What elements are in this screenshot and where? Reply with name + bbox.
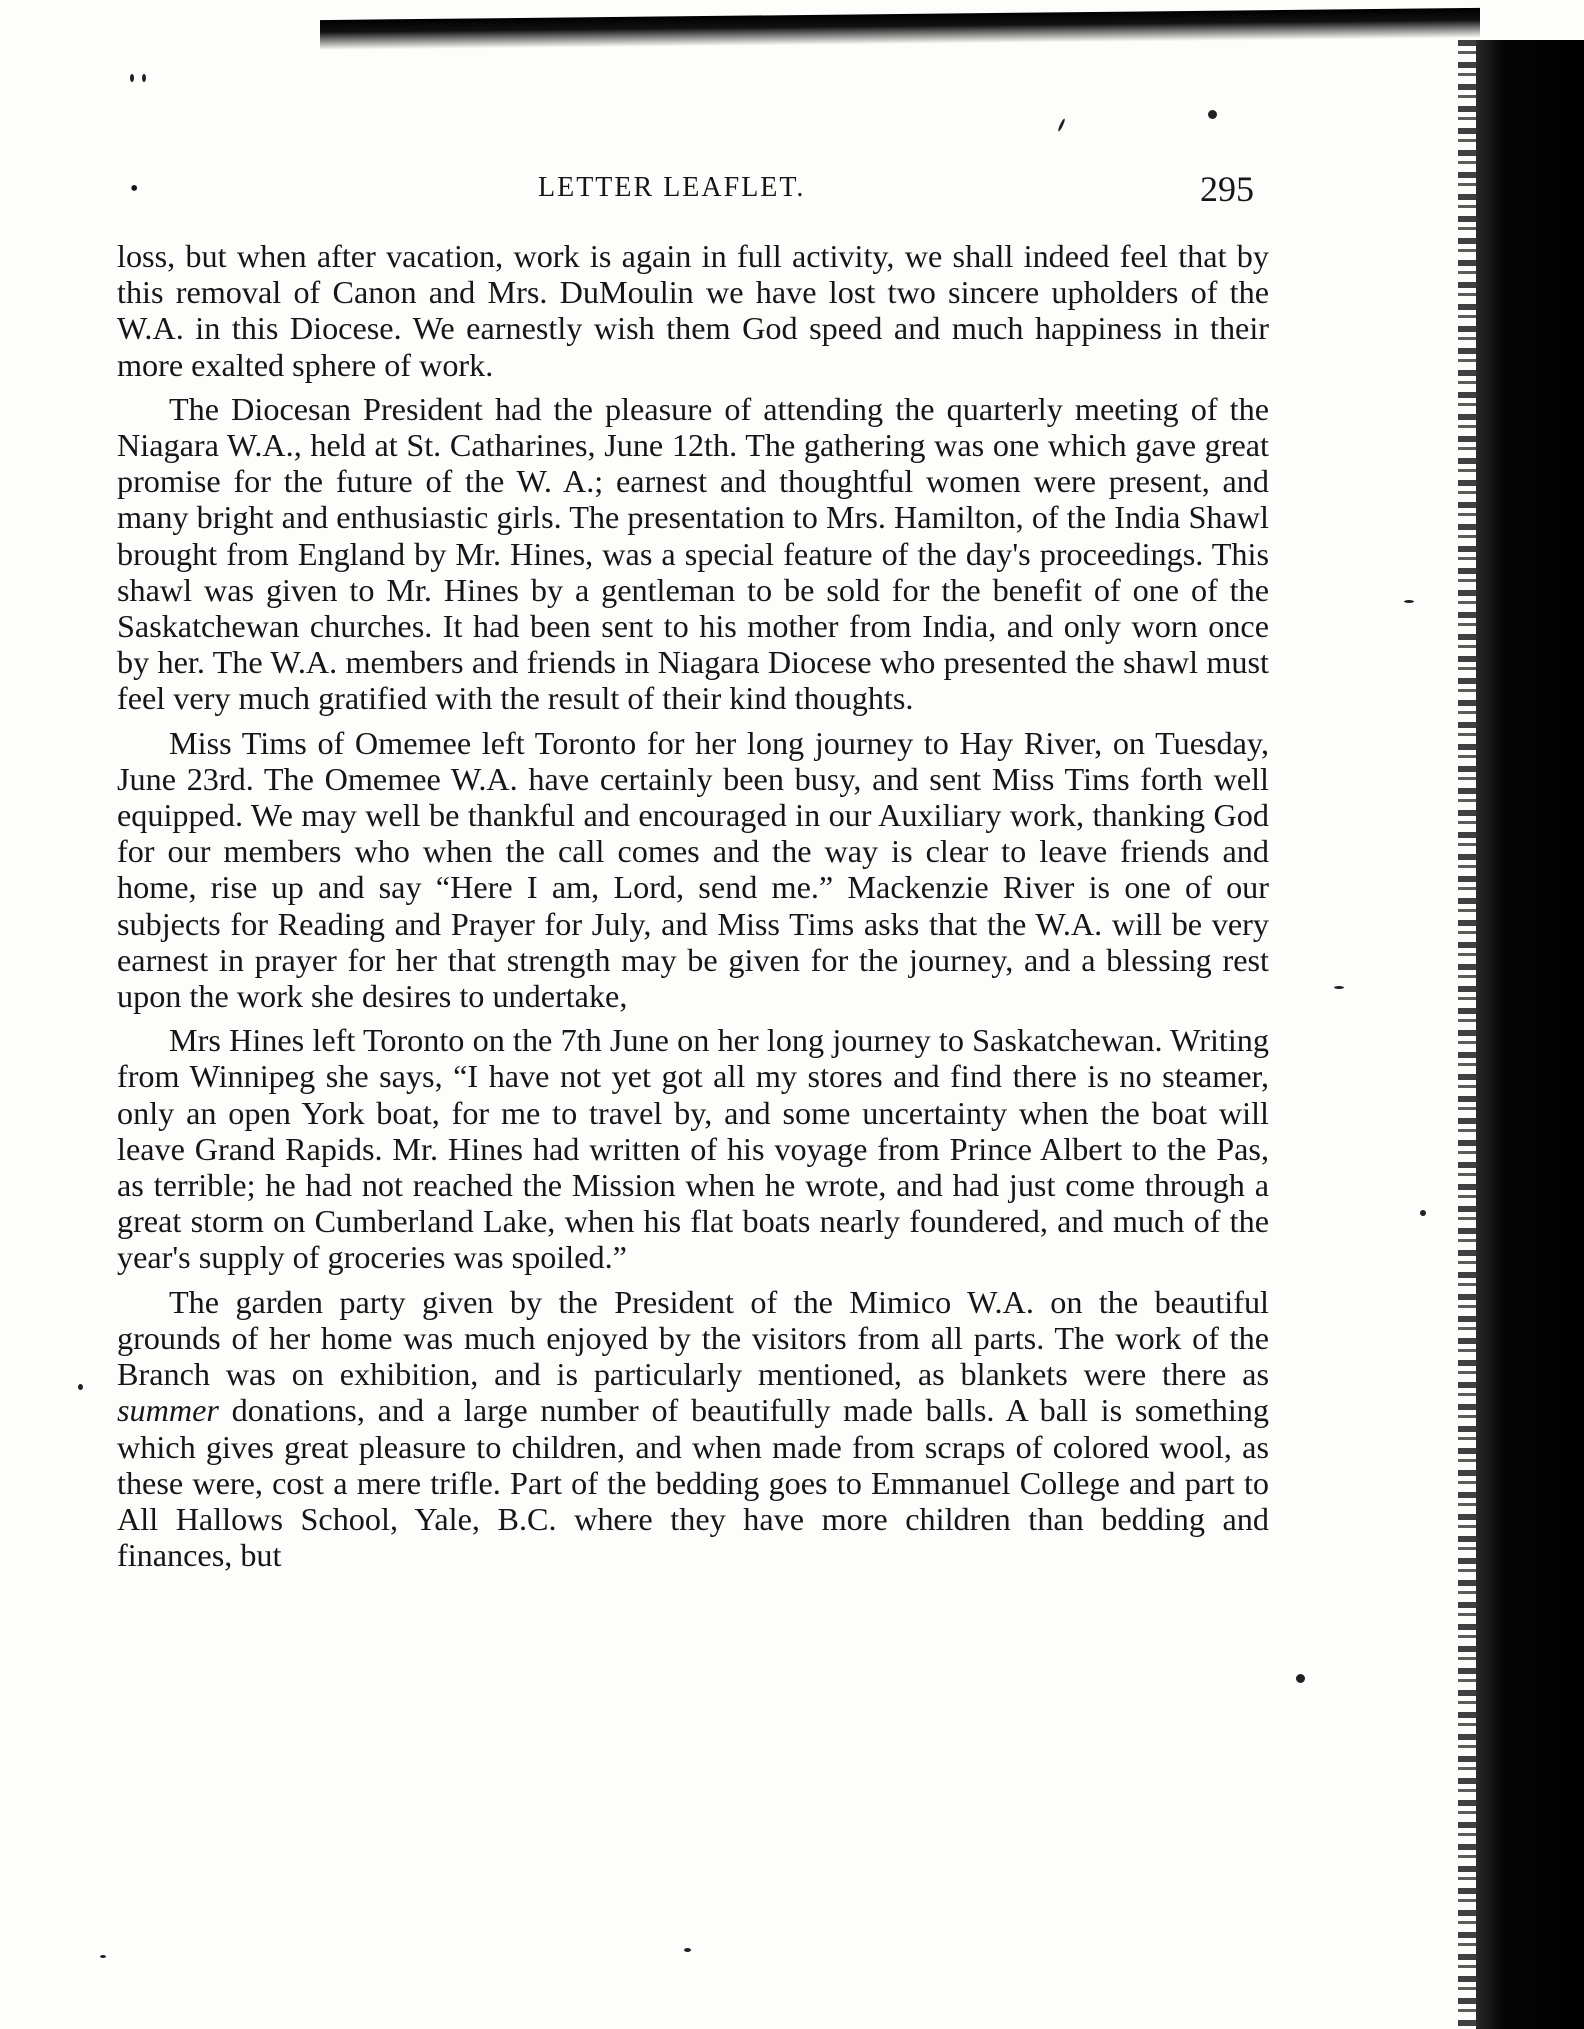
paragraph-text: The garden party given by the President of the Mimico W.A. on the beautiful grounds of her home was much enjoyed by the visitors from all parts. The work of the Branch was on exhibition, and is particularly mentioned, as blankets were there as xyxy=(117,1283,1269,1393)
paragraph-text: donations, and a large number of beautifully made balls. A ball is something which gives great pleasure to children, and when made from scraps of colored wool, as these were, cost a mere trifle. Part of the bedding goes to Emmanuel College and part to All Hallows School, Yale, B.C. where they have more children than bedding and finances, but xyxy=(117,1392,1269,1574)
scan-speck xyxy=(1334,986,1344,989)
running-title: LETTER LEAFLET. xyxy=(538,172,806,203)
scan-speck xyxy=(142,74,146,82)
scan-binding-shadow xyxy=(1476,40,1584,2029)
paragraph: loss, but when after vacation, work is again in full activity, we shall indeed feel that by this removal of Canon and Mrs. DuMoulin we have lost two sincere upholders of the W.A. in this Diocese. We earnestly wish them God speed and much happiness in their more exalted sphere of work. xyxy=(117,238,1269,383)
scan-speck xyxy=(684,1948,691,1952)
head-ornament: • xyxy=(130,176,139,202)
paragraph: The Diocesan President had the pleasure of attending the quarterly meeting of the Niagara W.A., held at St. Catharines, June 12th. The gathering was one which gave great promise for the future of the W. A.; earnest and thoughtful women were present, and many bright and enthusiastic girls. The presentation to Mrs. Hamilton, of the India Shawl brought from England by Mr. Hines, was a special feature of the day's proceedings. This shawl was given to Mr. Hines by a gentleman to be sold for the benefit of one of the Saskatchewan churches. It had been sent to his mother from India, and only worn once by her. The W.A. members and friends in Niagara Diocese who presented the shawl must feel very much gratified with the result of their kind thoughts. xyxy=(117,390,1269,717)
running-head xyxy=(120,168,1280,220)
scan-top-edge-shadow xyxy=(320,8,1480,50)
scan-speck xyxy=(1057,118,1066,132)
paragraph: Mrs Hines left Toronto on the 7th June on her long journey to Saskatchewan. Writing from Winnipeg she says, “I have not yet got all my stores and find there is no steamer, only an open York boat, for me to travel by, and some uncertainty when the boat will leave Grand Rapids. Mr. Hines had written of his voyage from Prince Albert to the Pas, as terrible; he had not reached the Mission when he wrote, and had just come through a great storm on Cumberland Lake, when his flat boats nearly foundered, and much of the year's supply of groceries was spoiled.” xyxy=(117,1022,1269,1276)
emphasized-word: summer xyxy=(117,1392,219,1429)
page-number: 295 xyxy=(1200,169,1254,209)
scan-speck xyxy=(78,1384,83,1390)
body-text xyxy=(117,238,1269,1581)
paragraph: Miss Tims of Omemee left Toronto for her long journey to Hay River, on Tuesday, June 23rd. The Omemee W.A. have certainly been busy, and sent Miss Tims forth well equipped. We may well be thankful and encouraged in our Auxiliary work, thanking God for our members who when the call comes and the way is clear to leave friends and home, rise up and say “Here I am, Lord, send me.” Mackenzie River is one of our subjects for Reading and Prayer for July, and Miss Tims asks that the W.A. will be very earnest in prayer for her that strength may be given for the journey, and a blessing rest upon the work she desires to undertake, xyxy=(117,724,1269,1015)
scan-speck xyxy=(1404,600,1414,603)
scan-speck xyxy=(1296,1674,1305,1683)
scan-speck xyxy=(100,1955,106,1958)
scan-speck xyxy=(1208,110,1217,119)
scan-speck xyxy=(130,74,134,82)
scan-speck xyxy=(1420,1210,1426,1216)
paragraph xyxy=(117,1284,1269,1574)
